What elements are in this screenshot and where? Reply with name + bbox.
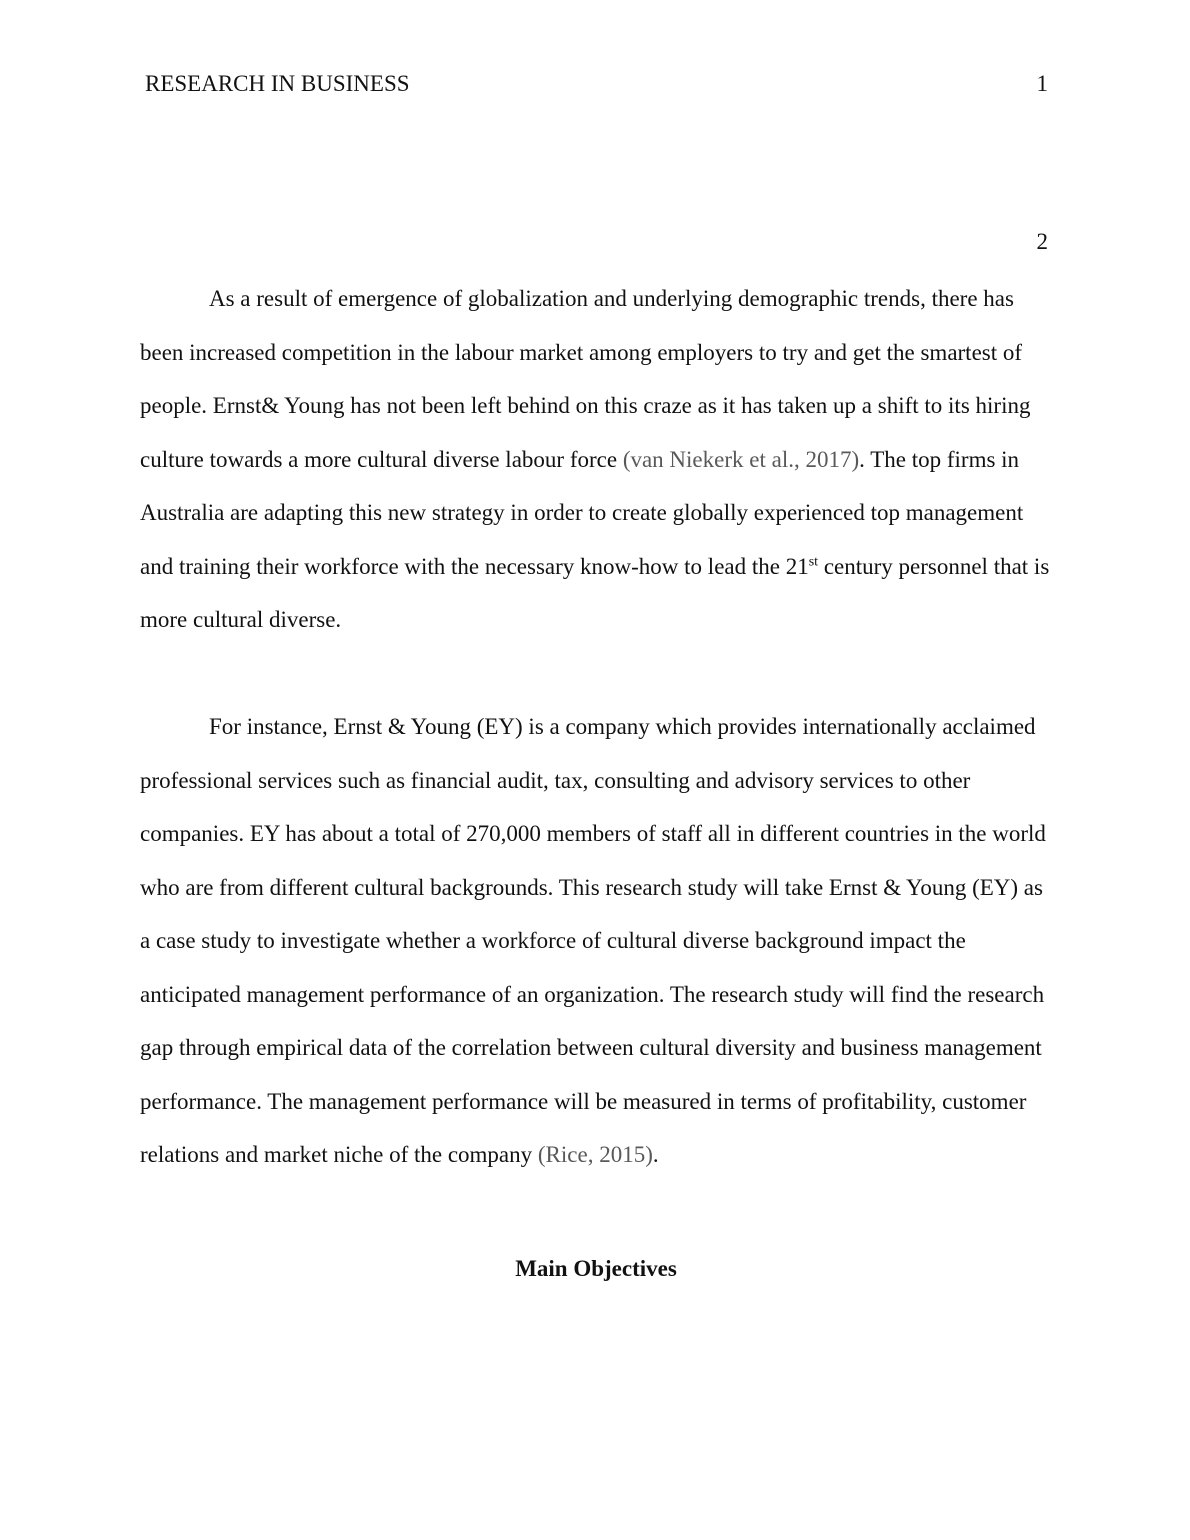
page-header [145,70,1048,97]
paragraph-1-text-mid: . The top firms in Australia are adapting this new strategy in order to create globally experienced top management and training their workforce with the necessary know-how to lead the 21 [140,446,1024,579]
paragraph-1 [140,272,1052,647]
paragraph-1-text: As a result of emergence of globalization and underlying demographic trends, there has been increased competition in the labour market among employers to try and get the smartest of people. Ernst& Young has not been left behind on this craze as it has taken up a shift to its hiring culture towards a more cultural diverse labour force [140,286,1031,472]
paragraph-2 [140,700,1052,1182]
paragraph-1-text-end: century personnel that is more cultural diverse. [140,553,1050,632]
paragraph-2-text-end: . [652,1142,659,1167]
secondary-page-number: 2 [1036,229,1048,254]
section-heading: Main Objectives [515,1255,677,1281]
citation-rice: (Rice, 2015) [537,1142,653,1167]
document-body [140,272,1052,1295]
ordinal-superscript: st [808,553,819,569]
paragraph-2-text: For instance, Ernst & Young (EY) is a company which provides internationally acclaimed professional services such as financial audit, tax, consulting and advisory services to other companies. EY has about a total of 270,000 members of staff all in different countries in the world who are from different cultural backgrounds. This research study will take Ernst & Young (EY) as a case study to investigate whether a workforce of cultural diverse background impact the anticipated management performance of an organization. The research study will find the research gap through empirical data of the correlation between cultural diversity and business management performance. The management performance will be measured in terms of profitability, customer relations and market niche of the company [140,714,1046,1167]
citation-van-niekerk: (van Niekerk et al., 2017) [622,446,860,472]
running-head: RESEARCH IN BUSINESS [145,71,410,96]
page-number: 1 [1036,71,1048,96]
